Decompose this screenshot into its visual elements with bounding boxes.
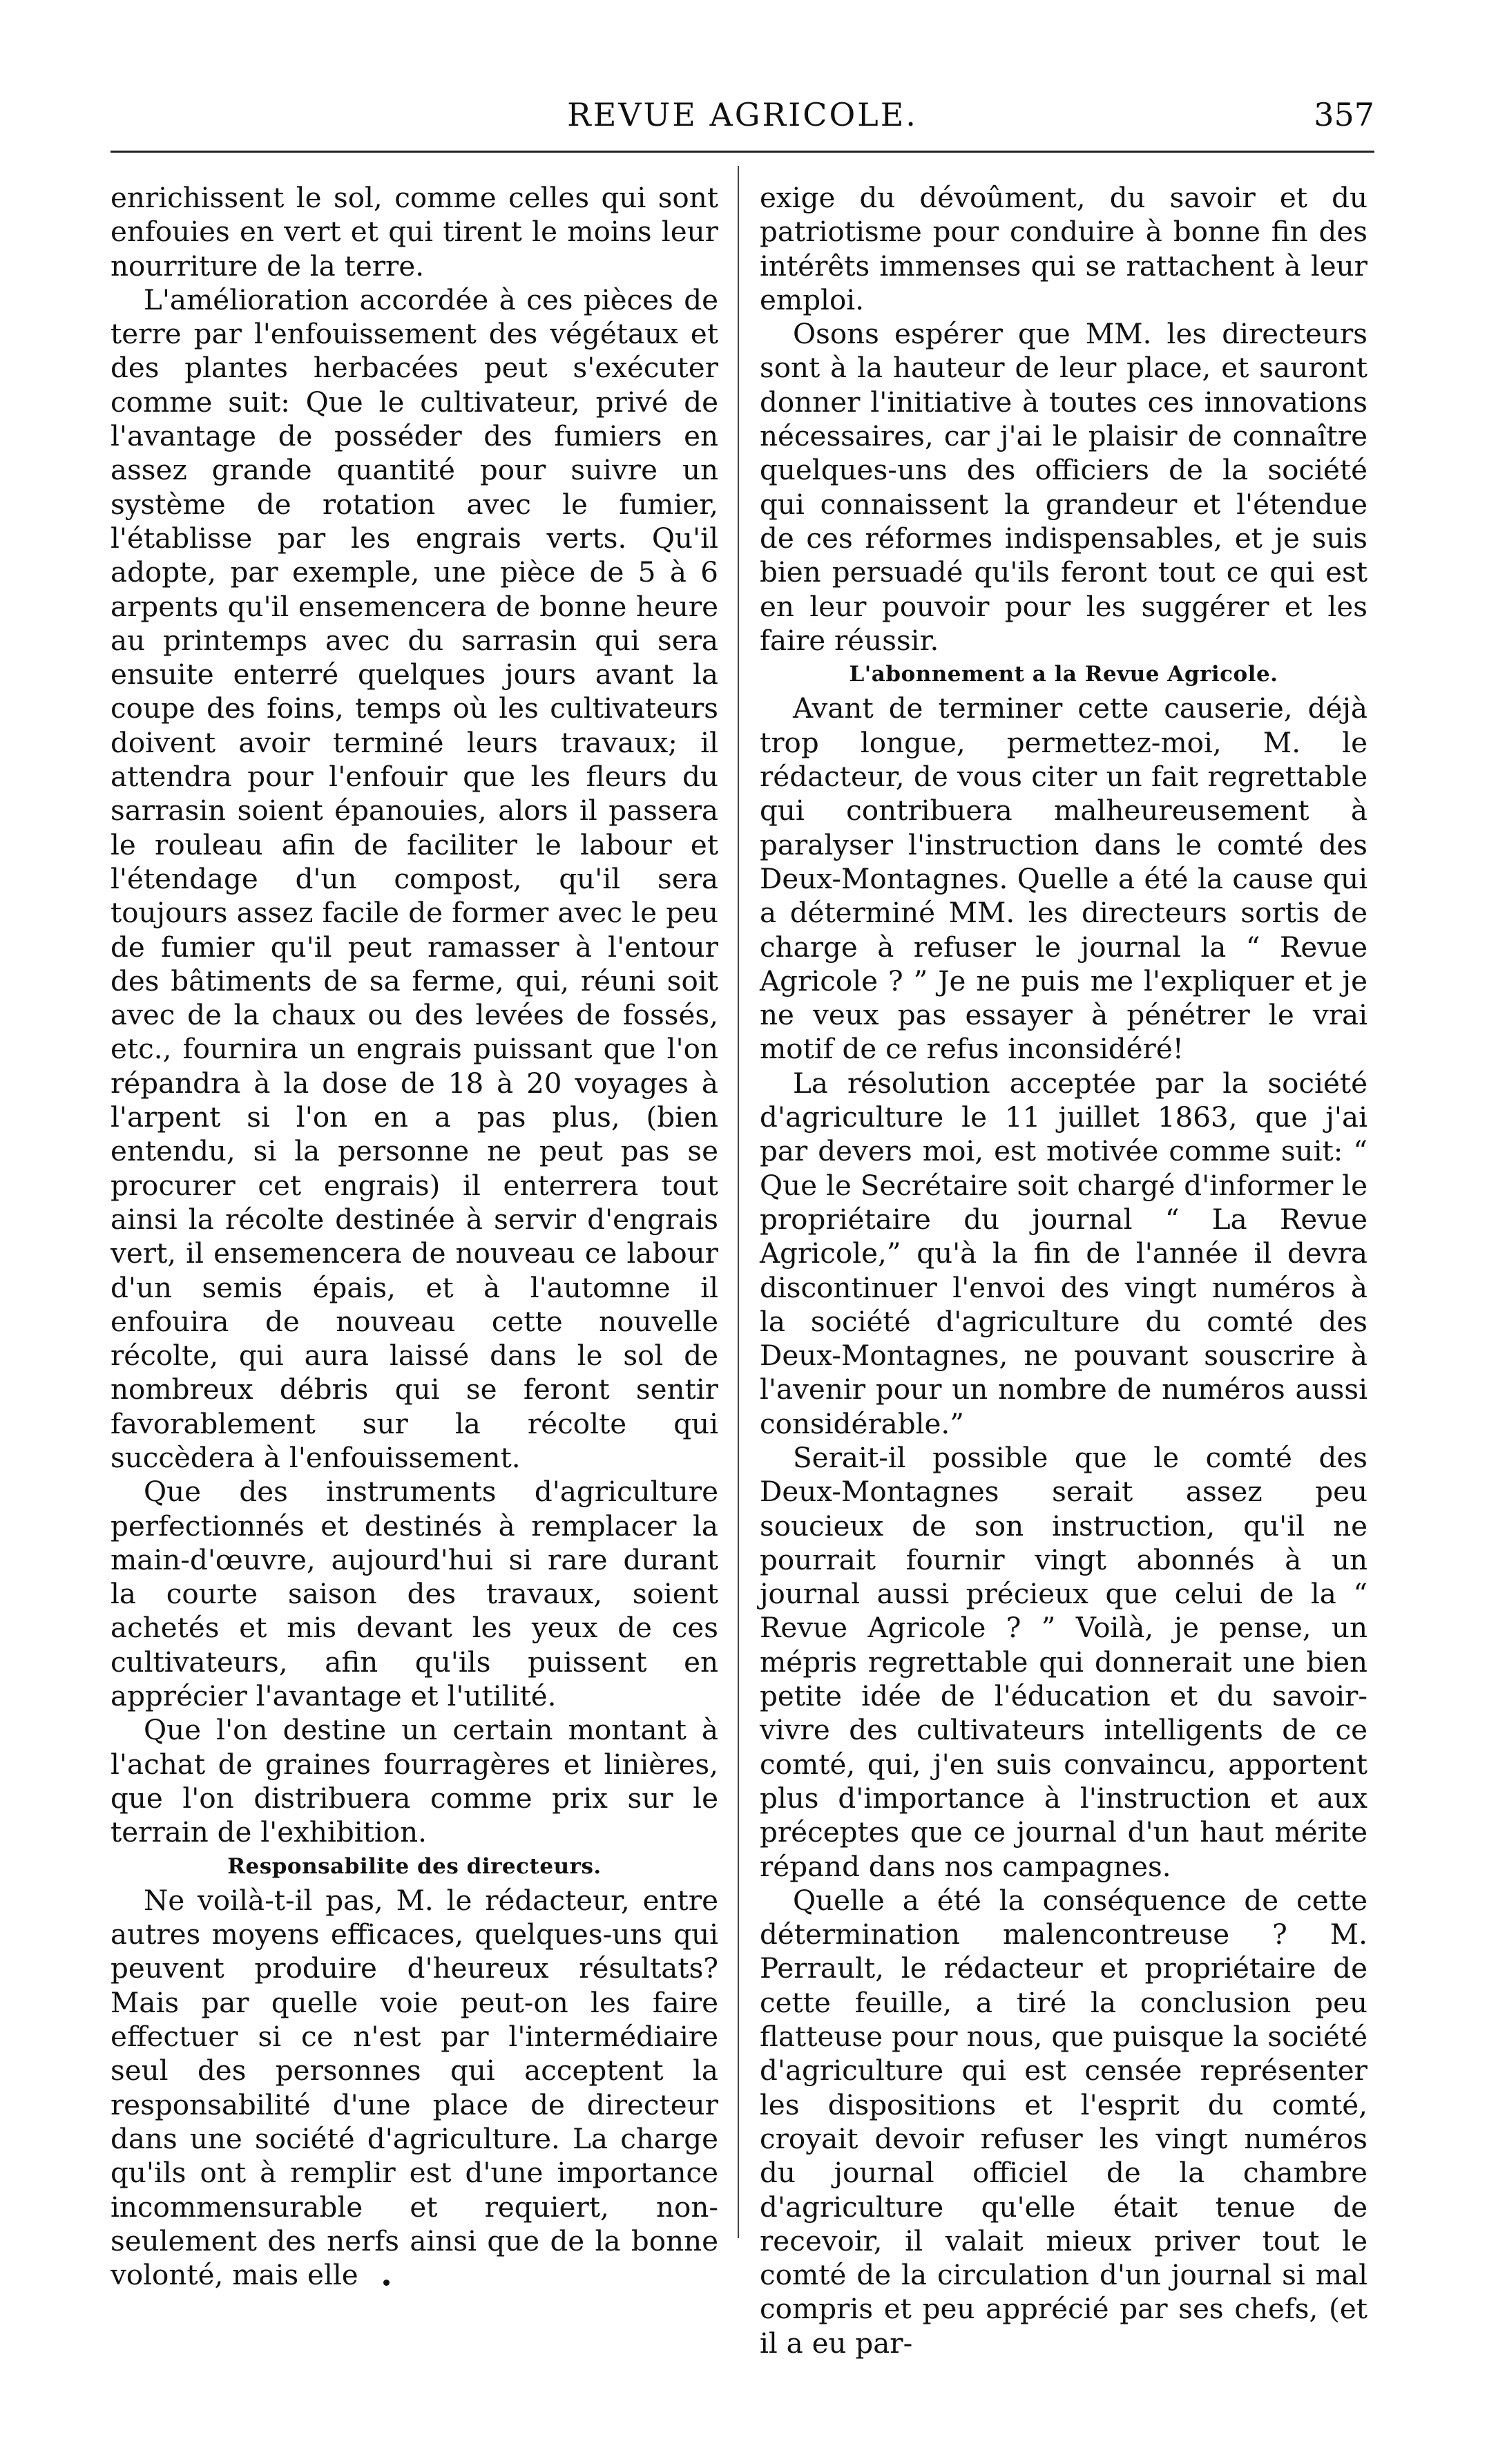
paragraph: exige du dévoûment, du savoir et du patriotisme pour conduire à bonne fin des intérêts immenses qui se rattachent à leur emploi. xyxy=(760,181,1367,316)
running-title: REVUE AGRICOLE. xyxy=(567,96,918,133)
column-divider xyxy=(738,166,739,2238)
paragraph: Que des instruments d'agriculture perfectionnés et destinés à remplacer la main-d'œuvre, aujourd'hui si rare durant la courte saison des travaux, soient achetés et mis devant les yeux de ces cultivateurs, afin qu'ils puissent en apprécier l'avantage et l'utilité. xyxy=(111,1475,718,1713)
section-heading: L'abonnement a la Revue Agricole. xyxy=(849,662,1278,687)
paragraph: enrichissent le sol, comme celles qui sont enfouies en vert et qui tirent le moins leur nourriture de la terre. xyxy=(111,181,718,283)
right-column xyxy=(760,181,1367,2360)
paragraph: Serait-il possible que le comté des Deux-Montagnes serait assez peu soucieux de son instruction, qu'il ne pourrait fournir vingt abonnés à un journal aussi précieux que celui de la “ Revue Agricole ? ” Voilà, je pense, un mépris regrettable qui donnerait une bien petite idée de l'éducation et du savoir-vivre des cultivateurs intelligents de ce comté, qui, j'en suis convaincu, apportent plus d'importance à l'instruction et aux préceptes que ce journal d'un haut mérite répand dans nos campagnes. xyxy=(760,1440,1367,1883)
header-rule xyxy=(111,151,1374,153)
page-header xyxy=(111,90,1374,145)
page-number: 357 xyxy=(1314,96,1374,133)
paragraph: Ne voilà-t-il pas, M. le rédacteur, entre autres moyens efficaces, quelques-uns qui peuvent produire d'heureux résultats? Mais par quelle voie peut-on les faire effectuer si ce n'est par l'intermédiaire seul des personnes qui acceptent la responsabilité d'une place de directeur dans une société d'agriculture. La charge qu'ils ont à remplir est d'une importance incommensurable et requiert, non-seulement des nerfs ainsi que de la bonne volonté, mais elle xyxy=(111,1883,718,2292)
paragraph: La résolution acceptée par la société d'agriculture le 11 juillet 1863, que j'ai par devers moi, est motivée comme suit: “ Que le Secrétaire soit chargé d'informer le propriétaire du journal “ La Revue Agricole,” qu'à la fin de l'année il devra discontinuer l'envoi des vingt numéros à la société d'agriculture du comté des Deux-Montagnes, ne pouvant souscrire à l'avenir pour un nombre de numéros aussi considérable.” xyxy=(760,1066,1367,1440)
paragraph: Quelle a été la conséquence de cette détermination malencontreuse ? M. Perrault, le rédacteur et propriétaire de cette feuille, a tiré la conclusion peu flatteuse pour nous, que puisque la société d'agriculture qui est censée représenter les dispositions et l'esprit du comté, croyait devoir refuser les vingt numéros du journal officiel de la chambre d'agriculture qu'elle était tenue de recevoir, il valait mieux priver tout le comté de la circulation d'un journal si mal compris et peu apprécié par ses chefs, (et il a eu par- xyxy=(760,1883,1367,2360)
paragraph: Osons espérer que MM. les directeurs sont à la hauteur de leur place, et sauront donner l'initiative à toutes ces innovations nécessaires, car j'ai le plaisir de connaître quelques-uns des officiers de la société qui connaissent la grandeur et l'étendue de ces réformes indispensables, et je suis bien persuadé qu'ils feront tout ce qui est en leur pouvoir pour les suggérer et les faire réussir. xyxy=(760,317,1367,657)
ink-dot xyxy=(383,2280,390,2286)
left-column xyxy=(111,181,718,2292)
section-heading: Responsabilite des directeurs. xyxy=(227,1853,602,1879)
paragraph: Que l'on destine un certain montant à l'achat de graines fourragères et linières, que l'on distribuera comme prix sur le terrain de l'exhibition. xyxy=(111,1713,718,1849)
paragraph: Avant de terminer cette causerie, déjà trop longue, permettez-moi, M. le rédacteur, de vous citer un fait regrettable qui contribuera malheureusement à paralyser l'instruction dans le comté des Deux-Montagnes. Quelle a été la cause qui a déterminé MM. les directeurs sortis de charge à refuser le journal la “ Revue Agricole ? ” Je ne puis me l'expliquer et je ne veux pas essayer à pénétrer le vrai motif de ce refus inconsidéré! xyxy=(760,691,1367,1066)
paragraph: L'amélioration accordée à ces pièces de terre par l'enfouissement des végétaux et des plantes herbacées peut s'exécuter comme suit: Que le cultivateur, privé de l'avantage de posséder des fumiers en assez grande quantité pour suivre un système de rotation avec le fumier, l'établisse par les engrais verts. Qu'il adopte, par exemple, une pièce de 5 à 6 arpents qu'il ensemencera de bonne heure au printemps avec du sarrasin qui sera ensuite enterré quelques jours avant la coupe des foins, temps où les cultivateurs doivent avoir terminé leurs travaux; il attendra pour l'enfouir que les fleurs du sarrasin soient épanouies, alors il passera le rouleau afin de faciliter le labour et l'étendage d'un compost, qu'il sera toujours assez facile de former avec le peu de fumier qu'il peut ramasser à l'entour des bâtiments de sa ferme, qui, réuni soit avec de la chaux ou des levées de fossés, etc., fournira un engrais puissant que l'on répandra à la dose de 18 à 20 voyages à l'arpent si l'on en a pas plus, (bien entendu, si la personne ne peut pas se procurer cet engrais) il enterrera tout ainsi la récolte destinée à servir d'engrais vert, il ensemencera de nouveau ce labour d'un semis épais, et à l'automne il enfouira de nouveau cette nouvelle récolte, qui aura laissé dans le sol de nombreux débris qui se feront sentir favorablement sur la récolte qui succèdera à l'enfouissement. xyxy=(111,283,718,1474)
